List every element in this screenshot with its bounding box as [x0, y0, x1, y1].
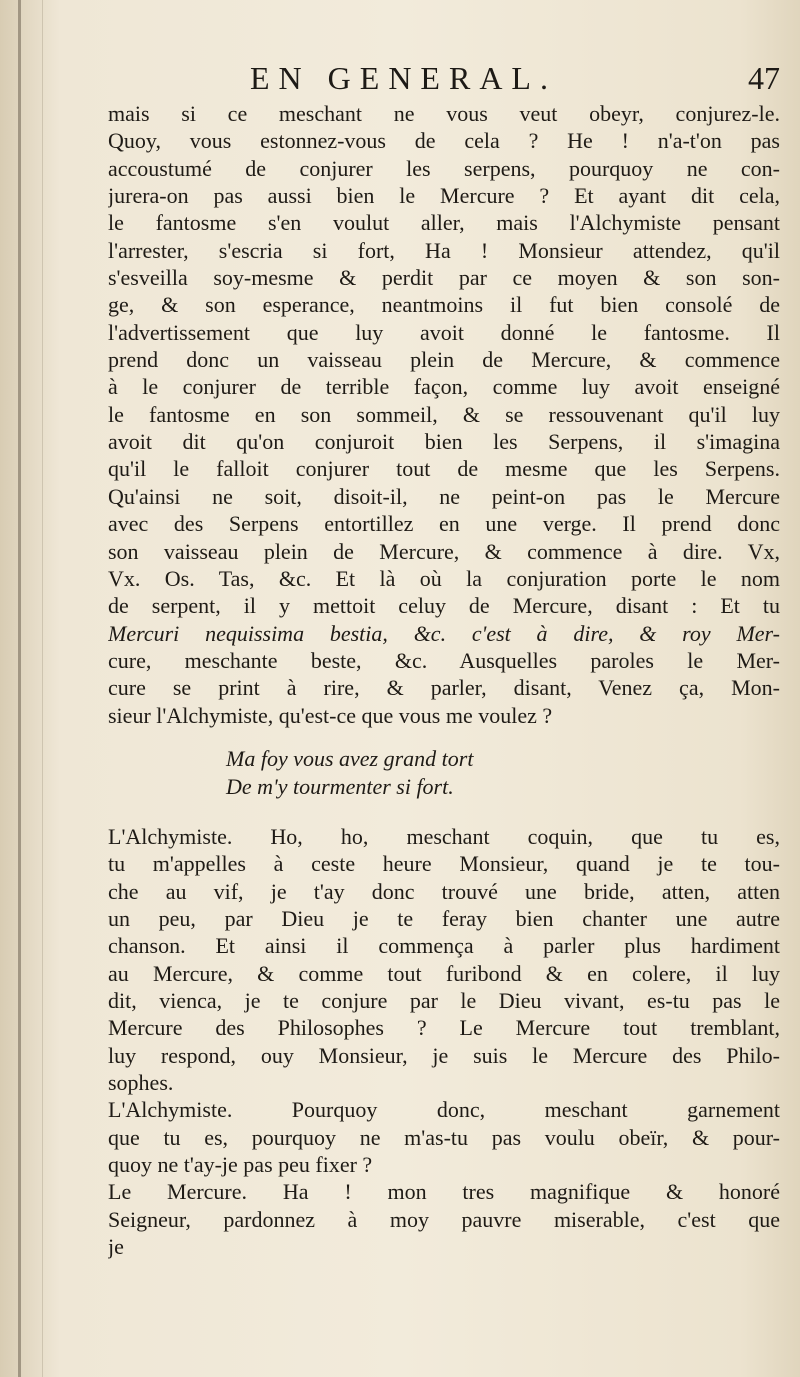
page-header	[100, 60, 780, 100]
text-line: avec des Serpens entortillez en une verge. Il prend donc	[108, 511, 780, 537]
text-line: l'advertissement que luy avoit donné le fantosme. Il	[108, 319, 780, 345]
text-line: L'Alchymiste. Pourquoy donc, meschant garnement	[108, 1097, 780, 1123]
verse-line: Ma foy vous avez grand tort	[226, 745, 474, 771]
verse-line: De m'y tourmenter si fort.	[226, 773, 454, 799]
text-line: prend donc un vaisseau plein de Mercure, & commence	[108, 347, 780, 373]
spacer	[108, 801, 780, 823]
text-line: cure, meschante beste, &c. Ausquelles paroles le Mer-	[108, 647, 780, 673]
running-head: EN GENERAL.	[250, 60, 557, 96]
text-line: qu'il le falloit conjurer tout de mesme que les Serpens.	[108, 456, 780, 482]
text-line: dit, vienca, je te conjure par le Dieu vivant, es-tu pas le	[108, 987, 780, 1013]
text-line: mais si ce meschant ne vous veut obeyr, conjurez-le.	[108, 101, 780, 126]
text-line: son vaisseau plein de Mercure, & commence à dire. Vx,	[108, 538, 780, 564]
text-line: Le Mercure. Ha ! mon tres magnifique & honoré	[108, 1179, 780, 1205]
text-line: Vx. Os. Tas, &c. Et là où la conjuration porte le nom	[108, 565, 780, 591]
text-line: cure se print à rire, & parler, disant, Venez ça, Mon-	[108, 675, 780, 701]
paragraph-main	[108, 100, 780, 729]
text-line: Qu'ainsi ne soit, disoit-il, ne peint-on pas le Mercure	[108, 483, 780, 509]
text-line: sieur l'Alchymiste, qu'est-ce que vous me voulez ?	[108, 702, 553, 728]
text-line: che au vif, je t'ay donc trouvé une bride, atten, atten	[108, 878, 780, 904]
text-line: accoustumé de conjurer les serpens, pourquoy ne con-	[108, 155, 780, 181]
gutter-binding-line	[18, 0, 21, 1377]
text-line: tu m'appelles à ceste heure Monsieur, quand je te tou-	[108, 851, 780, 877]
text-line: de serpent, il y mettoit celuy de Mercure, disant : Et tu	[108, 593, 780, 619]
text-line: Seigneur, pardonnez à moy pauvre miserable, c'est que	[108, 1206, 780, 1232]
text-line: s'esveilla soy-mesme & perdit par ce moyen & son son-	[108, 265, 780, 291]
text-line: chanson. Et ainsi il commença à parler plus hardiment	[108, 933, 780, 959]
verse-block	[108, 745, 780, 801]
page-number: 47	[748, 60, 780, 96]
text-line: sophes.	[108, 1070, 174, 1095]
catchword: je	[108, 1234, 124, 1260]
text-line: à le conjurer de terrible façon, comme luy avoit enseigné	[108, 374, 780, 400]
text-line: jurera-on pas aussi bien le Mercure ? Et ayant dit cela,	[108, 183, 780, 209]
text-line: Mercure des Philosophes ? Le Mercure tout tremblant,	[108, 1015, 780, 1041]
text-line: L'Alchymiste. Ho, ho, meschant coquin, que tu es,	[108, 823, 780, 849]
text-line: avoit dit qu'on conjuroit bien les Serpens, il s'imagina	[108, 429, 780, 455]
text-line: le fantosme en son sommeil, & se ressouvenant qu'il luy	[108, 401, 780, 427]
text-line: l'arrester, s'escria si fort, Ha ! Monsieur attendez, qu'il	[108, 237, 780, 263]
text-line: quoy ne t'ay-je pas peu fixer ?	[108, 1152, 373, 1178]
text-line: ge, & son esperance, neantmoins il fut bien consolé de	[108, 292, 780, 318]
gutter-shadow-line	[42, 0, 43, 1377]
text-line: le fantosme s'en voulut aller, mais l'Alchymiste pensant	[108, 210, 780, 236]
text-line: luy respond, ouy Monsieur, je suis le Mercure des Philo-	[108, 1042, 780, 1068]
body-text	[108, 100, 780, 1260]
paragraph-dialogue	[108, 823, 780, 1261]
text-line: que tu es, pourquoy ne m'as-tu pas voulu obeïr, & pour-	[108, 1124, 780, 1150]
text-line-latin: Mercuri nequissima bestia, &c. c'est à dire, & roy Mer-	[108, 620, 780, 646]
text-line: un peu, par Dieu je te feray bien chanter une autre	[108, 905, 780, 931]
text-line: Quoy, vous estonnez-vous de cela ? He ! n'a-t'on pas	[108, 128, 780, 154]
spacer	[108, 729, 780, 745]
text-line: au Mercure, & comme tout furibond & en colere, il luy	[108, 960, 780, 986]
